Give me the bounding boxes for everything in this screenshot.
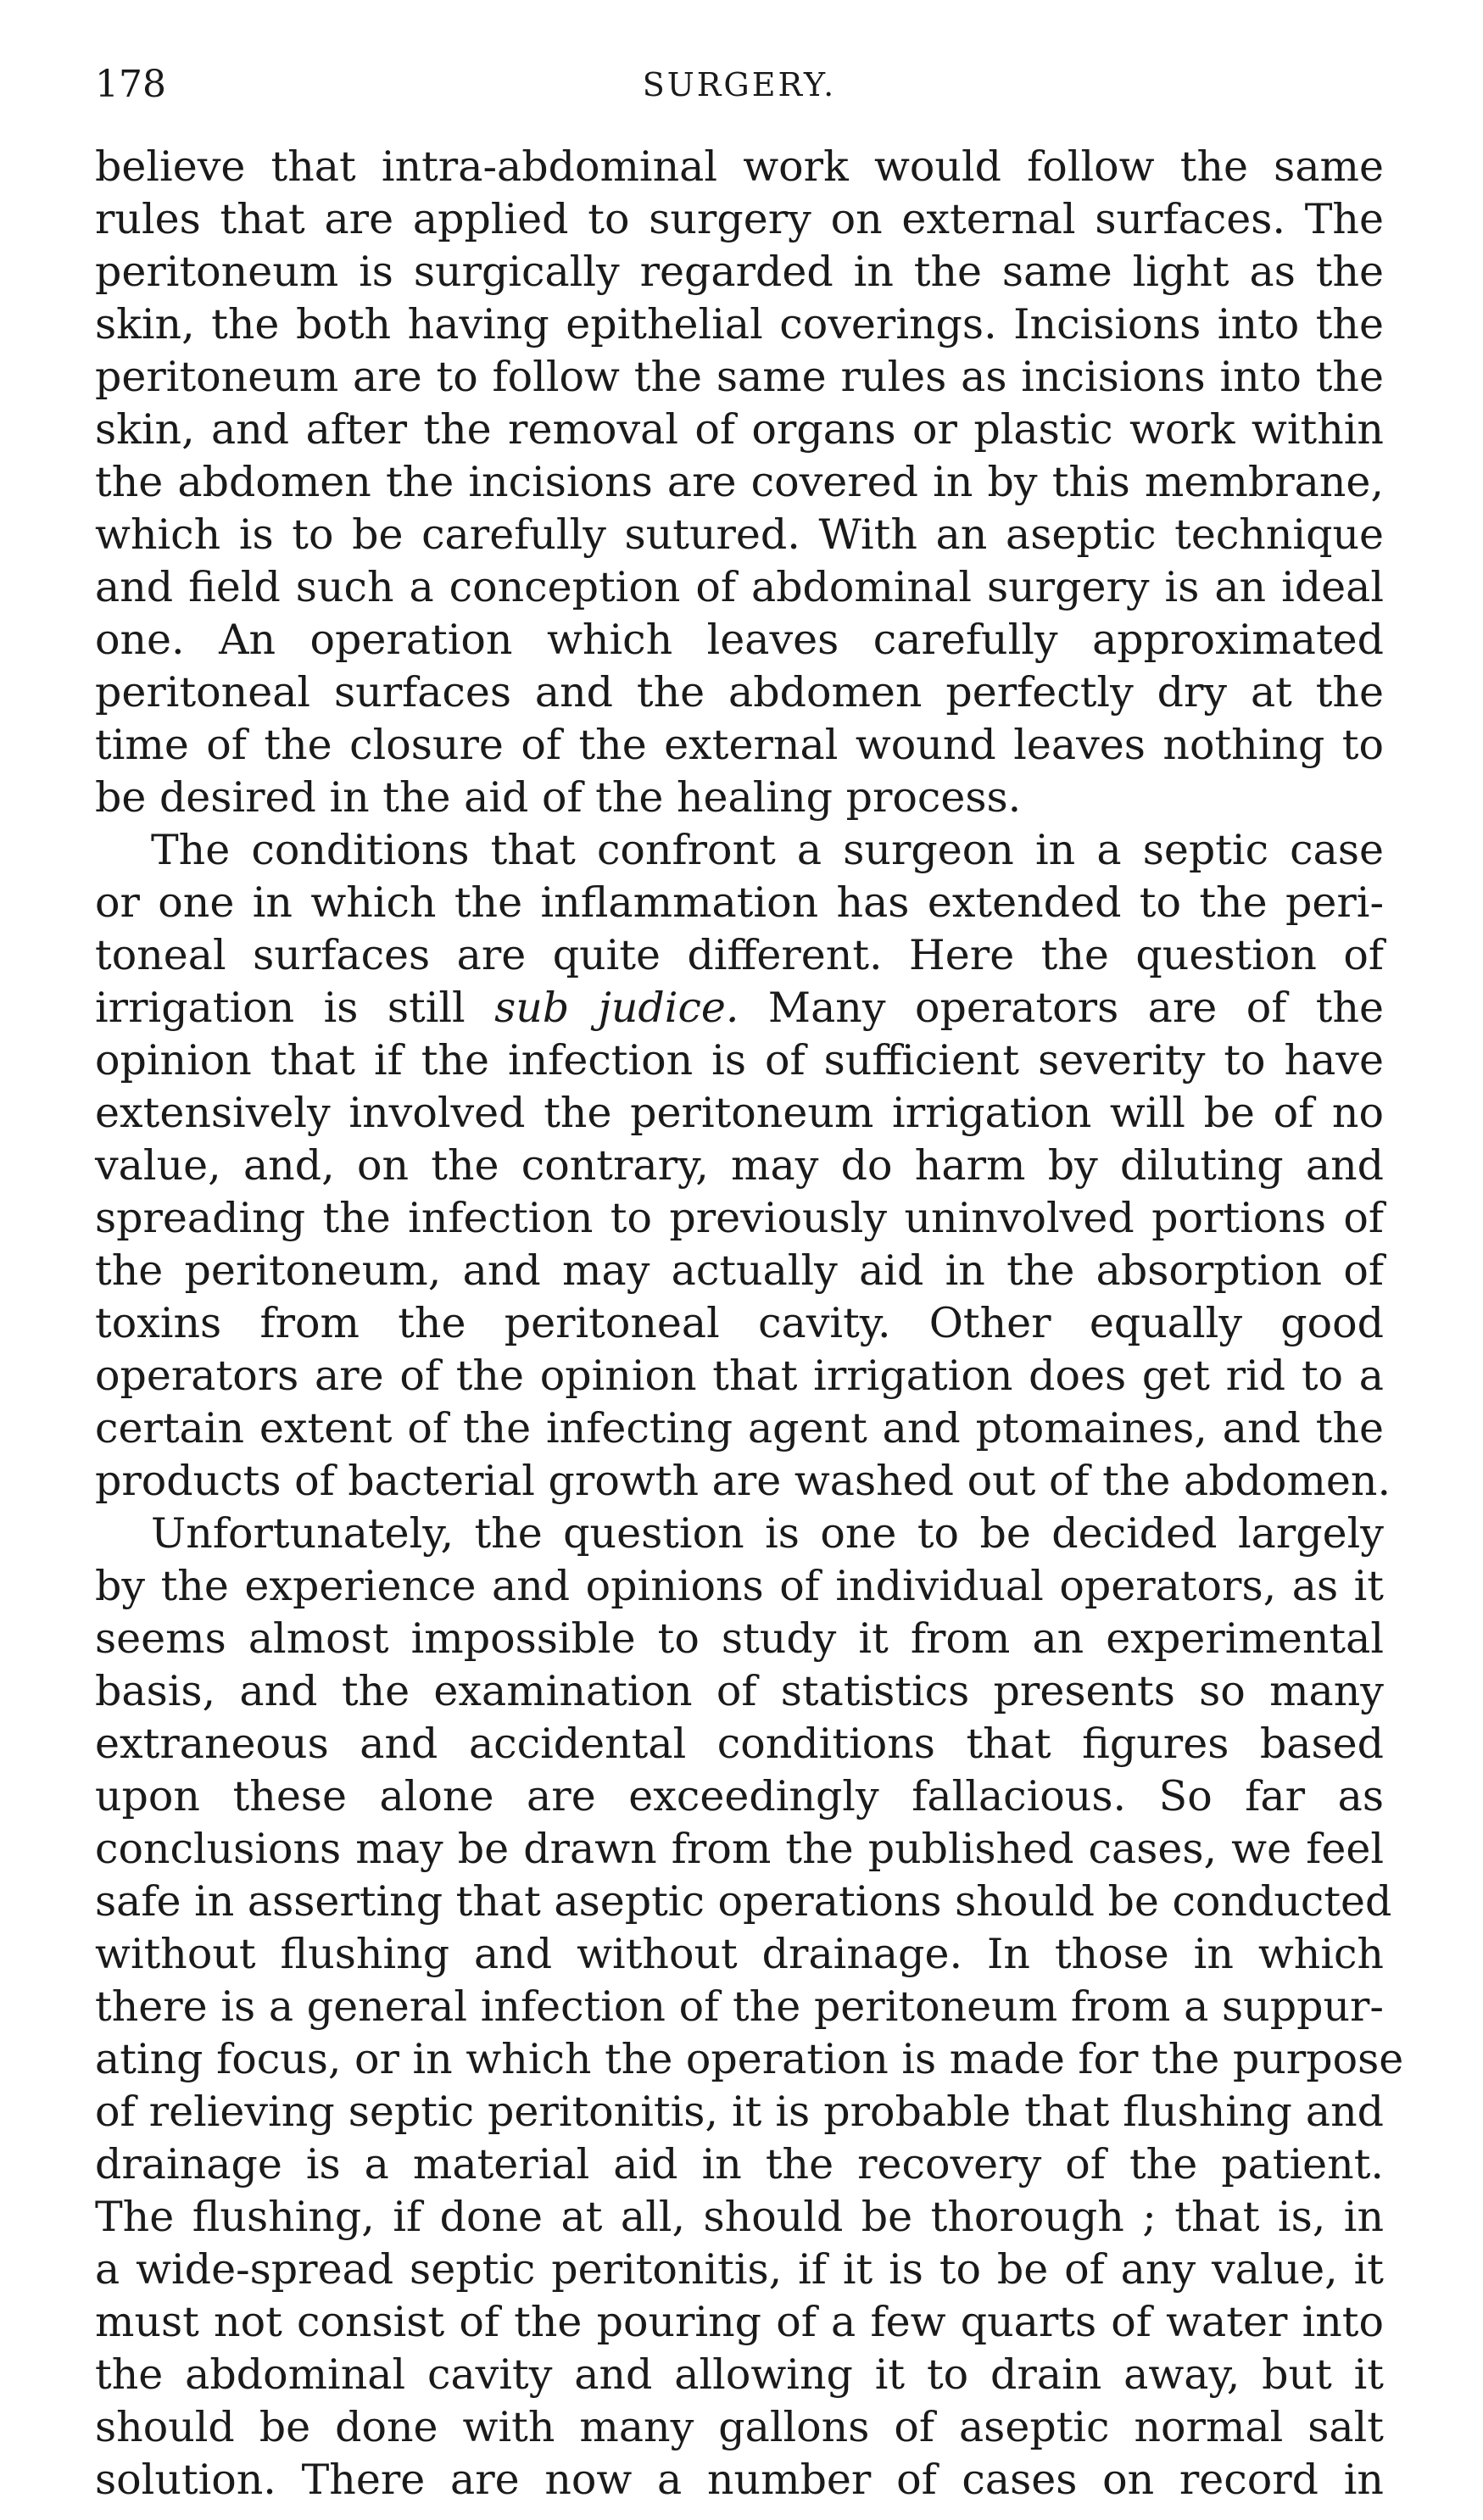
text-line: value, and, on the contrary, may do harm by diluting and [95,1141,1384,1190]
text-line: peritoneal surfaces and the abdomen perfectly dry at the [95,668,1384,716]
text-line: certain extent of the infecting agent and ptomaines, and the [95,1404,1384,1452]
text-line: time of the closure of the external wound leaves nothing to [95,721,1384,769]
text-line: drainage is a material aid in the recovery of the patient. [95,2140,1384,2188]
text-line: the abdominal cavity and allowing it to drain away, but it [95,2350,1384,2399]
text-line: products of bacterial growth are washed out of the abdomen. [95,1457,1391,1505]
text-line: spreading the infection to previously uninvolved portions of [95,1194,1384,1242]
text-line: conclusions may be drawn from the published cases, we feel [95,1825,1384,1873]
running-title: SURGERY. [642,66,837,103]
text-line: the peritoneum, and may actually aid in the absorption of [95,1246,1384,1295]
text-line: upon these alone are exceedingly fallacious. So far as [95,1772,1384,1820]
text-line: seems almost impossible to study it from an experimental [95,1614,1384,1663]
text-line: The conditions that confront a surgeon in a septic case [151,826,1384,874]
text-line: or one in which the inflammation has extended to the peri- [95,878,1384,927]
book-page [95,51,1404,2506]
text-line: toneal surfaces are quite different. Here the question of [95,931,1384,979]
italic-phrase: sub judice. [494,984,739,1032]
text-line-with-italic [95,982,1384,1034]
text-line: rules that are applied to surgery on external surfaces. The [95,195,1384,243]
running-head [95,51,1384,119]
body-text [95,141,1404,2506]
text-line: there is a general infection of the peritoneum from a suppur- [95,1982,1384,2031]
paragraph-2 [95,824,1391,1508]
text-line: The flushing, if done at all, should be thorough ; that is, in [95,2193,1384,2241]
text-line: skin, and after the removal of organs or plastic work within [95,405,1384,454]
text-line: should be done with many gallons of aseptic normal salt [95,2403,1384,2451]
text-line: opinion that if the infection is of sufficient severity to have [95,1036,1384,1084]
text-line: which is to be carefully sutured. With an aseptic technique [95,510,1384,559]
paragraph-3 [95,1508,1404,2506]
text-line: without flushing and without drainage. In those in which [95,1930,1384,1978]
text-fragment: Many operators are of the [767,984,1385,1032]
text-line: of relieving septic peritonitis, it is probable that flushing and [95,2088,1384,2136]
text-line: skin, the both having epithelial coverings. Incisions into the [95,300,1384,348]
text-line: extensively involved the peritoneum irrigation will be of no [95,1089,1384,1137]
text-fragment: irrigation is still [95,984,466,1032]
text-line: believe that intra-abdominal work would follow the same [95,142,1384,191]
text-line: one. An operation which leaves carefully approximated [95,616,1384,664]
text-line: solution. There are now a number of cases on record in [95,2456,1384,2504]
text-line: ating focus, or in which the operation is made for the purpose [95,2035,1404,2083]
text-line: by the experience and opinions of individual operators, as it [95,1562,1384,1610]
text-line: peritoneum are to follow the same rules as incisions into the [95,353,1384,401]
text-line: be desired in the aid of the healing process. [95,773,1022,822]
text-line: and field such a conception of abdominal surgery is an ideal [95,563,1384,611]
page-number: 178 [95,63,166,106]
text-line: Unfortunately, the question is one to be decided largely [151,1509,1384,1558]
text-line: peritoneum is surgically regarded in the same light as the [95,248,1384,296]
text-line: toxins from the peritoneal cavity. Other equally good [95,1299,1384,1347]
text-line: safe in asserting that aseptic operations should be conducted [95,1877,1392,1926]
text-line: basis, and the examination of statistics presents so many [95,1667,1384,1715]
text-line: a wide-spread septic peritonitis, if it is to be of any value, it [95,2245,1384,2294]
paragraph-1 [95,141,1384,824]
text-line: extraneous and accidental conditions that figures based [95,1720,1384,1768]
text-line: must not consist of the pouring of a few quarts of water into [95,2298,1384,2346]
text-line: the abdomen the incisions are covered in by this membrane, [95,458,1384,506]
text-line: operators are of the opinion that irrigation does get rid to a [95,1352,1384,1400]
